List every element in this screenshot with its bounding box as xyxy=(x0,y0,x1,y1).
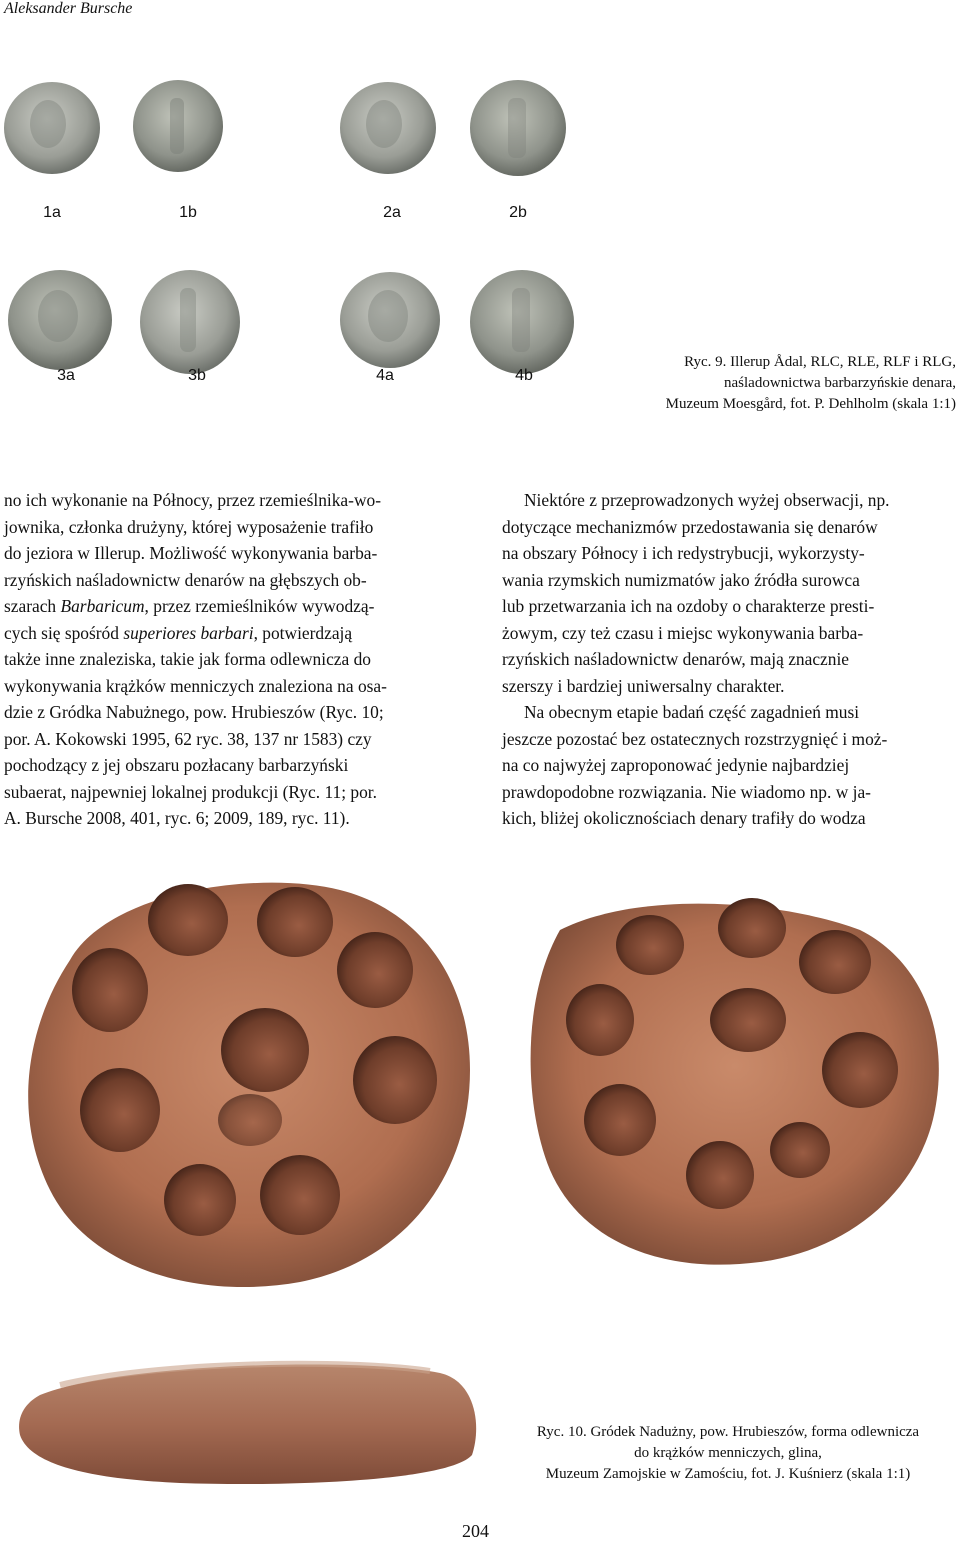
text-line: dzie z Gródka Nabużnego, pow. Hrubieszów (Ryc. 10; xyxy=(4,702,384,722)
coin-label: 3b xyxy=(188,367,206,384)
coin-label: 2a xyxy=(383,204,401,221)
running-header: Aleksander Bursche xyxy=(4,0,133,17)
left-text-column xyxy=(4,487,456,832)
text-line: lub przetwarzania ich na ozdoby o charakterze presti- xyxy=(502,596,875,616)
coin-label: 2b xyxy=(509,204,527,221)
text-run: , potwierdzają xyxy=(253,622,353,643)
text-line: żowym, czy też czasu i miejsc wykonywania barba- xyxy=(502,622,864,643)
text-line: wykonywania krążków menniczych znaleziona na osa- xyxy=(4,675,387,696)
text-run: cych się spośród xyxy=(4,622,124,643)
coins-row-1-photos xyxy=(0,80,600,200)
italic-term: Barbaricum xyxy=(60,596,145,616)
coin-label: 4a xyxy=(376,367,394,384)
text-line: dotyczące mechanizmów przedostawania się denarów xyxy=(502,516,878,537)
mould-side-view-photo xyxy=(0,1355,500,1490)
casting-mould-photos xyxy=(0,870,960,1290)
text-line: na obszary Północy i ich redystrybucji, wykorzysty- xyxy=(502,543,865,563)
italic-term: superiores barbari xyxy=(123,622,254,643)
text-line: szerszy i bardziej uniwersalny charakter. xyxy=(502,675,785,696)
text-line: wania rzymskich numizmatów jako źródła surowca xyxy=(502,569,860,590)
text-line: Niektóre z przeprowadzonych wyżej obserwacji, np. xyxy=(524,490,890,510)
text-line: jeszcze pozostać bez ostatecznych rozstrzygnięć i moż- xyxy=(502,728,888,749)
text-line: kich, bliżej okolicznościach denary trafiły do wodza xyxy=(502,808,866,828)
caption-line: Muzeum Zamojskie w Zamościu, fot. J. Kuśnierz (skala 1:1) xyxy=(545,1466,911,1482)
figure-10-caption xyxy=(500,1422,956,1485)
figure-9-caption xyxy=(666,352,956,415)
text-run: szarach xyxy=(4,596,61,616)
coin-label: 1b xyxy=(179,204,197,221)
text-line: także inne znaleziska, takie jak forma odlewnicza do xyxy=(4,649,371,669)
text-line: do jeziora w Illerup. Możliwość wykonywania barba- xyxy=(4,543,378,563)
text-line: Na obecnym etapie badań część zagadnień musi xyxy=(524,702,860,722)
right-text-column xyxy=(502,487,957,832)
text-line: A. Bursche 2008, 401, ryc. 6; 2009, 189, ryc. 11). xyxy=(4,808,350,828)
coin-label: 1a xyxy=(43,204,61,221)
text-line: jownika, członka drużyny, której wyposażenie trafiło xyxy=(4,516,374,537)
text-line: subaerat, najpewniej lokalnej produkcji (Ryc. 11; por. xyxy=(4,781,377,802)
text-line xyxy=(4,620,456,647)
text-line: na co najwyżej zaproponować jedynie najbardziej xyxy=(502,755,850,775)
coin-label: 3a xyxy=(57,367,75,384)
page-number: 204 xyxy=(462,1521,489,1541)
text-line: por. A. Kokowski 1995, 62 ryc. 38, 137 nr 1583) czy xyxy=(4,728,372,749)
coins-row-2-photos xyxy=(0,268,600,380)
text-line: rzyńskich naśladownictw denarów, mają znacznie xyxy=(502,649,850,669)
text-line: no ich wykonanie na Północy, przez rzemieślnika-wo- xyxy=(4,490,381,510)
caption-line: do krążków menniczych, glina, xyxy=(634,1445,822,1461)
caption-line: naśladownictwa barbarzyńskie denara, xyxy=(724,375,956,391)
text-line: prawdopodobne rozwiązania. Nie wiadomo np. w ja- xyxy=(502,781,871,802)
text-line: pochodzący z jej obszaru pozłacany barbarzyński xyxy=(4,755,349,775)
text-line: rzyńskich naśladownictw denarów na głębszych ob- xyxy=(4,569,367,590)
text-run: , przez rzemieślników wywodzą- xyxy=(144,596,375,616)
caption-line: Muzeum Moesgård, fot. P. Dehlholm (skala 1:1) xyxy=(665,396,956,412)
text-line xyxy=(4,593,456,620)
caption-line: Ryc. 10. Gródek Nadużny, pow. Hrubieszów, forma odlewnicza xyxy=(536,1424,920,1440)
coin-label: 4b xyxy=(515,367,533,384)
caption-line: Ryc. 9. Illerup Ådal, RLC, RLE, RLF i RLG, xyxy=(684,354,956,370)
